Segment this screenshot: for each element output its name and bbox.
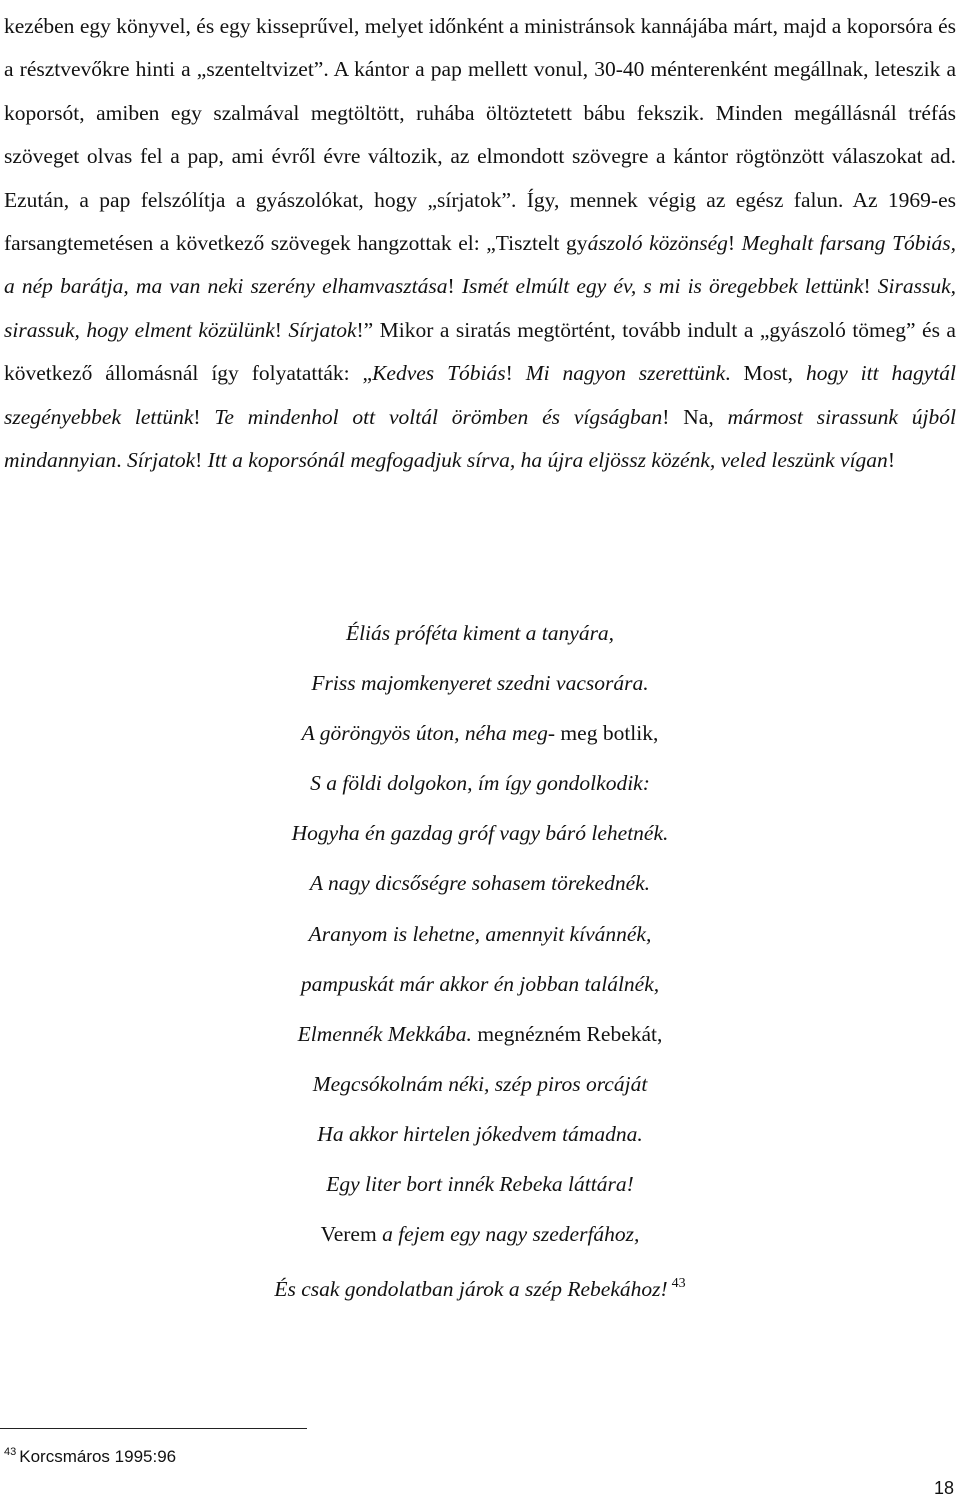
- text-run: ! Na,: [662, 404, 728, 429]
- italic-run: Sirassuk, sirassuk, hogy elment közülünk: [4, 274, 956, 342]
- poem-line: [0, 1109, 960, 1159]
- italic-run: mármost sirassunk újból mindannyian: [4, 404, 956, 473]
- italic-run: Kedves Tóbiás: [372, 361, 506, 386]
- italic-run: Sírjatok: [288, 317, 357, 342]
- poem-line-text: A göröngyös úton, néha meg-: [301, 721, 556, 746]
- poem-line-upright-text: megnézném Rebekát,: [471, 1021, 663, 1046]
- text-run: !” Mikor a siratás megtörtént, tovább indult a „gyászoló tömeg” és a következő állomásnál így folyatatták: „: [4, 317, 956, 386]
- poem-line-text: Egy liter bort innék Rebeka láttára!: [326, 1172, 634, 1197]
- poem-line-text: Hogyha én gazdag gróf vagy báró lehetnék.: [291, 821, 669, 846]
- text-run: !: [727, 231, 742, 256]
- poem-line: [0, 909, 960, 959]
- poem-line-text: pampuskát már akkor én jobban találnék,: [300, 971, 660, 996]
- text-run: .: [116, 448, 128, 473]
- footnote-text: Korcsmáros 1995:96: [19, 1447, 177, 1466]
- poem-line-text: Ha akkor hirtelen jókedvem támadna.: [317, 1121, 643, 1146]
- poem-line: [0, 608, 960, 658]
- text-run: !: [505, 361, 526, 386]
- page-number: 18: [933, 1478, 954, 1498]
- italic-run: Meghalt farsang Tóbiás, a nép barátja, ma van neki szerény elhamvasztása: [4, 231, 956, 299]
- poem-line-text: a fejem egy nagy szederfához,: [376, 1222, 640, 1247]
- poem-line: [0, 858, 960, 908]
- poem-line: [0, 1159, 960, 1209]
- text-run: . Most,: [725, 361, 806, 386]
- poem-line: [0, 1259, 960, 1314]
- text-run: !: [195, 448, 208, 473]
- poem-line: [0, 959, 960, 1009]
- poem-line: [0, 1009, 960, 1059]
- text-run: kezében egy könyvel, és egy kisseprűvel, melyet időnként a ministránsok kannájába márt, majd a koporsóra és a résztvevőkre hinti a „szenteltvizet”. A kántor a pap mellett vonul, 30-40 ménterenként megállnak, leteszik a koporsót, amiben egy szalmával megtöltött, ruhába öltöztetett bábu fekszik. Minden megállásnál tréfás szöveget olvas fel a pap, ami évről évre változik, az elmondott szövegre a kántor rögtönzött válaszokat ad. Ezután, a pap felszólítja a gyászolókat, hogy „sírjatok”. Így, mennek végig az egész falun. Az 1969-es farsangtemetésen a következő szövegek hangzottak el: „Tisztelt gy: [4, 14, 956, 256]
- text-run: !: [447, 274, 462, 299]
- text-run: !: [193, 404, 215, 429]
- poem-line: [0, 658, 960, 708]
- poem-line-upright-text: meg botlik,: [555, 721, 659, 746]
- poem-line-text: És csak gondolatban járok a szép Rebekához!: [274, 1277, 668, 1302]
- poem-line: [0, 708, 960, 758]
- footnote-separator: [0, 1428, 307, 1429]
- italic-run: Itt a koporsónál megfogadjuk sírva, ha újra eljössz közénk, veled leszünk vígan: [207, 448, 888, 473]
- poem-line: [0, 808, 960, 858]
- italic-run: Te mindenhol ott voltál örömben és vígságban: [214, 404, 663, 429]
- text-run: !: [274, 317, 289, 342]
- poem-line-text: Elmennék Mekkába.: [297, 1021, 472, 1046]
- poem-line: [0, 758, 960, 808]
- body-paragraph: [4, 5, 956, 482]
- footnote: [4, 1440, 176, 1469]
- poem-line-text: Megcsókolnám néki, szép piros orcáját: [312, 1071, 648, 1096]
- footnote-number: 43: [4, 1446, 17, 1458]
- poem-line-text: S a földi dolgokon, ím így gondolkodik:: [310, 771, 650, 796]
- poem-line-text: Aranyom is lehetne, amennyit kívánnék,: [308, 921, 652, 946]
- italic-run: Ismét elmúlt egy év, s mi is öregebbek lettünk: [461, 274, 864, 299]
- poem-line-text: Éliás próféta kiment a tanyára,: [345, 621, 615, 645]
- poem-line-text: Friss majomkenyeret szedni vacsorára.: [311, 671, 649, 696]
- italic-run: Sírjatok: [127, 448, 196, 473]
- poem-line-upright-text: Verem: [320, 1222, 377, 1247]
- italic-run: hogy itt hagytál szegényebbek lettünk: [4, 361, 956, 429]
- poem-line-text: A nagy dicsőségre sohasem törekednék.: [309, 871, 651, 896]
- footnote-reference[interactable]: 43: [671, 1276, 686, 1292]
- text-run: !: [887, 448, 895, 473]
- italic-run: ászoló közönség: [587, 231, 728, 256]
- poem: [0, 608, 960, 1314]
- poem-line: [0, 1059, 960, 1109]
- text-run: !: [863, 274, 878, 299]
- poem-line: [0, 1209, 960, 1259]
- italic-run: Mi nagyon szerettünk: [525, 361, 726, 386]
